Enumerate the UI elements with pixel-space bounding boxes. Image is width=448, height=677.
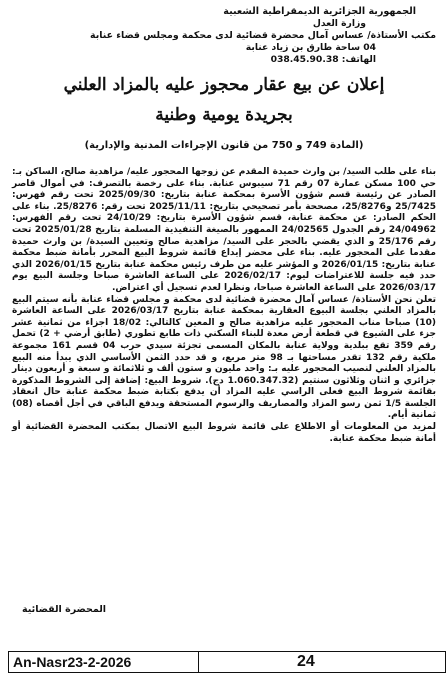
- notice-subtitle: بجريدة يومية وطنية: [155, 105, 293, 125]
- publication-label: An-Nasr23-2-2026: [9, 652, 199, 672]
- issuer-header: [4, 6, 436, 66]
- notice-title: إعلان عن بيع عقار محجوز عليه بالمزاد العلني: [63, 75, 385, 95]
- notice-body: [12, 167, 436, 445]
- address-line: 04 ساحة طارق بن زياد عنابة: [245, 42, 376, 53]
- signature: المحضرة القضائية: [22, 604, 107, 615]
- body-paragraph-3: لمزيد من المعلومات أو الاطلاع على قائمة شروط البيع الاتصال بمكتب المحضرة القضائية أو أمانة ضبط محكمة عنابة.: [12, 422, 436, 444]
- phone-line: الهاتف: 038.45.90.38: [270, 54, 376, 65]
- republic-line: الجمهورية الجزائرية الديمقراطية الشعبية: [223, 6, 416, 17]
- page-number: 24: [297, 653, 315, 670]
- body-paragraph-2: تعلن نحن الأستاذة/ عساس آمال محضرة قضائية لدى محكمة و مجلس قضاء عنابة بأنه سيتم البيع بالمزاد العلني بجلسة البيوع العقارية بمحكمة عنابة بتاريخ 2026/03/17 على الساعة العاشرة (10) صباحا مناب المحجور عليه مزاهدية صالح و المعين كالتالي: 18/02 اجزاء من ثمانية عشر جزء على الشيوع في قطعة أرض معدة للبناء السكني ذات طابع تطوري (طابق أرضي + 2) تحمل رقم 359 تقع ببلدية وولاية عنابة بالمكان المسمى تجزئة سيدي حرب 04 قسم 161 مجموعة ملكية رقم 132 تقدر مساحتها بـ 98 متر مربع، و قد حدد الثمن الأساسي الذي يبدأ منه البيع بالمزاد العلني لنصيب المحجور عليه بـ: واحد مليون و ستون ألف و ثلاثمائة و سبعة و أربعون دينار جزائري و اثنان وثلاثون سنتيم (1.060.347.32 دج). شروط البيع: إضافة إلى الشروط المذكورة بقائمة شروط البيع فعلى الراسي عليه المزاد أن يدفع بكتابة ضبط محكمة عنابة حال انعقاد الجلسة 1/5 ثمن رسو المزاد والمصاريف والرسوم المستحقة ويدفع الباقي في أجل أقصاه (08) ثمانية أيام.: [12, 294, 437, 421]
- office-line: مكتب الأستاذة/ عساس آمال محضرة قضائية لدى محكمة ومجلس قضاء عنابة: [90, 30, 436, 41]
- legal-reference: (المادة 749 و 750 من قانون الإجراءات المدنية والإدارية): [84, 140, 364, 151]
- legal-notice-page: [4, 6, 444, 670]
- ministry-line: وزارة العدل: [312, 18, 366, 29]
- body-paragraph-1: بناء على طلب السيد/ بن وارث حميدة المقدم عن زوجها المحجور عليه/ مزاهدية صالح، الساكن بـ: حي 100 مسكن عمارة 07 رقم 71 سيبوس عنابة. بناء على رخصة بالتصرف: في أموال قاصر الصادر عن رئيسة قسم شؤون الأسرة بمحكمة عنابة بتاريخ: 2025/09/30 تحت رقم فهرس: 25/7425 و25/8276، مصححة بأمر تصحيحي بتاريخ: 2025/11/11 تحت رقم: 25/8276. بناء على الحكم الصادر: عن محكمة عنابة، قسم شؤون الأسرة بتاريخ: 24/10/29 تحت رقم الفهرس: 24/04962 رقم الجدول 24/02565 الممهور بالصيغة التنفيذية المسلمة بتاريخ 2025/01/28 تحت رقم 25/176 و الذي يقضي بالحجر على السيد/ مزاهدية صالح وتعيين السيدة/ بن وارث حميدة مقدما على المحجور عليه. بناء على محضر إيداع قائمة شروط البيع المحرر بأمانة ضبط محكمة عنابة بتاريخ: 2026/01/15 و المؤشر عليه من طرف رئيس محكمة عنابة بتاريخ 2026/01/15 الذي حدد فيه جلسة للاعتراضات ليوم: 2026/02/17 على الساعة العاشرة صباحا وجلسة البيع يوم 2026/03/17 على الساعة العاشرة صباحا، ونظرا لعدم تسجيل أي اعتراض.: [12, 167, 437, 293]
- page-footer: [8, 651, 446, 673]
